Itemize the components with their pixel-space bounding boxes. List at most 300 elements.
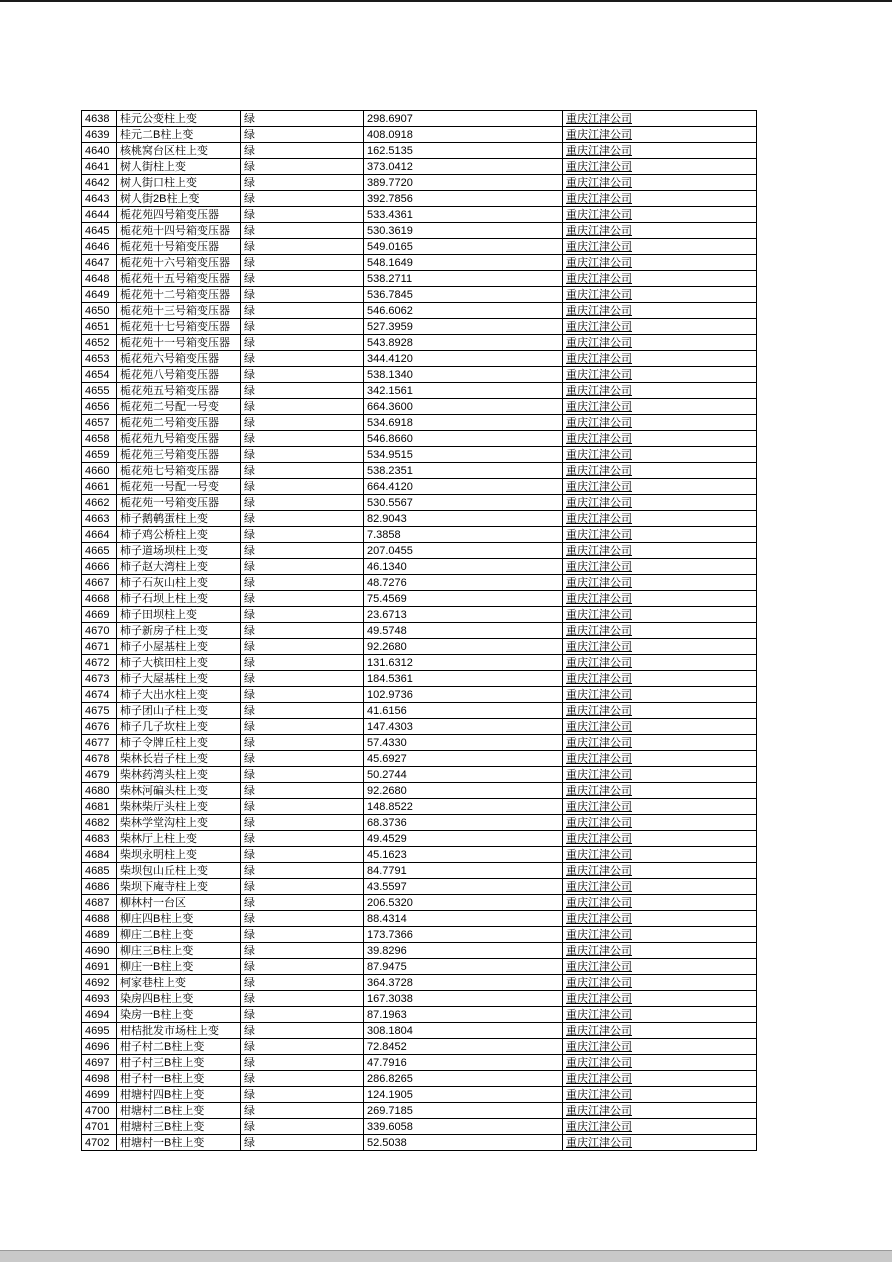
company-link[interactable]: [563, 255, 757, 271]
company-link-text[interactable]: 重庆江津公司: [566, 720, 632, 733]
company-link[interactable]: [563, 175, 757, 191]
table-row: [82, 511, 757, 527]
device-name: 树人街口柱上变: [117, 175, 241, 191]
metric-value: 72.8452: [364, 1039, 563, 1055]
table-row: [82, 543, 757, 559]
table-row: [82, 415, 757, 431]
device-name: 柿子几子坎柱上变: [117, 719, 241, 735]
company-link-text[interactable]: 重庆江津公司: [566, 832, 632, 845]
company-link[interactable]: [563, 1055, 757, 1071]
row-id: 4669: [82, 607, 117, 623]
status-value: 绿: [241, 607, 364, 623]
row-id: 4695: [82, 1023, 117, 1039]
device-name: 柿子石灰山柱上变: [117, 575, 241, 591]
data-table: [81, 110, 757, 1151]
company-link-text[interactable]: 重庆江津公司: [566, 176, 632, 189]
device-name: 柑子村二B柱上变: [117, 1039, 241, 1055]
company-link[interactable]: [563, 815, 757, 831]
company-link-text[interactable]: 重庆江津公司: [566, 960, 632, 973]
company-link-text[interactable]: 重庆江津公司: [566, 448, 632, 461]
device-name: 柿子赵大湾柱上变: [117, 559, 241, 575]
table-row: [82, 335, 757, 351]
company-link-text[interactable]: 重庆江津公司: [566, 224, 632, 237]
row-id: 4638: [82, 111, 117, 127]
row-id: 4672: [82, 655, 117, 671]
company-link-text[interactable]: 重庆江津公司: [566, 1120, 632, 1133]
company-link-text[interactable]: 重庆江津公司: [566, 1040, 632, 1053]
company-link[interactable]: [563, 735, 757, 751]
company-link-text[interactable]: 重庆江津公司: [566, 1104, 632, 1117]
table-row: [82, 703, 757, 719]
company-link-text[interactable]: 重庆江津公司: [566, 1056, 632, 1069]
company-link[interactable]: [563, 383, 757, 399]
metric-value: 88.4314: [364, 911, 563, 927]
table-row: [82, 607, 757, 623]
status-value: 绿: [241, 1055, 364, 1071]
row-id: 4688: [82, 911, 117, 927]
metric-value: 68.3736: [364, 815, 563, 831]
company-link-text[interactable]: 重庆江津公司: [566, 144, 632, 157]
device-name: 栀花苑十三号箱变压器: [117, 303, 241, 319]
table-row: [82, 1071, 757, 1087]
company-link-text[interactable]: 重庆江津公司: [566, 304, 632, 317]
device-name: 核桃窝台区柱上变: [117, 143, 241, 159]
row-id: 4655: [82, 383, 117, 399]
table-row: [82, 303, 757, 319]
metric-value: 23.6713: [364, 607, 563, 623]
status-value: 绿: [241, 687, 364, 703]
company-link-text[interactable]: 重庆江津公司: [566, 784, 632, 797]
status-value: 绿: [241, 655, 364, 671]
row-id: 4687: [82, 895, 117, 911]
company-link-text[interactable]: 重庆江津公司: [566, 896, 632, 909]
company-link-text[interactable]: 重庆江津公司: [566, 544, 632, 557]
row-id: 4658: [82, 431, 117, 447]
metric-value: 373.0412: [364, 159, 563, 175]
company-link-text[interactable]: 重庆江津公司: [566, 928, 632, 941]
table-row: [82, 143, 757, 159]
status-value: 绿: [241, 447, 364, 463]
company-link[interactable]: [563, 1103, 757, 1119]
company-link[interactable]: [563, 863, 757, 879]
table-row: [82, 447, 757, 463]
company-link-text[interactable]: 重庆江津公司: [566, 192, 632, 205]
company-link[interactable]: [563, 1039, 757, 1055]
table-row: [82, 751, 757, 767]
company-link-text[interactable]: 重庆江津公司: [566, 208, 632, 221]
metric-value: 92.2680: [364, 639, 563, 655]
device-name: 柑塘村二B柱上变: [117, 1103, 241, 1119]
row-id: 4656: [82, 399, 117, 415]
company-link-text[interactable]: 重庆江津公司: [566, 1008, 632, 1021]
row-id: 4653: [82, 351, 117, 367]
row-id: 4673: [82, 671, 117, 687]
device-name: 柴林长岩子柱上变: [117, 751, 241, 767]
company-link-text[interactable]: 重庆江津公司: [566, 1024, 632, 1037]
status-value: 绿: [241, 671, 364, 687]
company-link-text[interactable]: 重庆江津公司: [566, 320, 632, 333]
device-name: 树人街2B柱上变: [117, 191, 241, 207]
row-id: 4667: [82, 575, 117, 591]
company-link[interactable]: [563, 975, 757, 991]
company-link[interactable]: [563, 799, 757, 815]
metric-value: 148.8522: [364, 799, 563, 815]
company-link[interactable]: [563, 991, 757, 1007]
status-value: 绿: [241, 287, 364, 303]
company-link[interactable]: [563, 399, 757, 415]
company-link-text[interactable]: 重庆江津公司: [566, 848, 632, 861]
company-link[interactable]: [563, 143, 757, 159]
table-row: [82, 575, 757, 591]
table-row: [82, 255, 757, 271]
company-link-text[interactable]: 重庆江津公司: [566, 768, 632, 781]
metric-value: 173.7366: [364, 927, 563, 943]
row-id: 4691: [82, 959, 117, 975]
device-name: 栀花苑十七号箱变压器: [117, 319, 241, 335]
device-name: 栀花苑十五号箱变压器: [117, 271, 241, 287]
row-id: 4661: [82, 479, 117, 495]
table-row: [82, 479, 757, 495]
company-link[interactable]: [563, 319, 757, 335]
metric-value: 57.4330: [364, 735, 563, 751]
company-link-text[interactable]: 重庆江津公司: [566, 352, 632, 365]
table-row: [82, 831, 757, 847]
metric-value: 533.4361: [364, 207, 563, 223]
device-name: 柿子道场坝柱上变: [117, 543, 241, 559]
company-link-text[interactable]: 重庆江津公司: [566, 944, 632, 957]
status-value: 绿: [241, 575, 364, 591]
company-link[interactable]: [563, 415, 757, 431]
company-link-text[interactable]: 重庆江津公司: [566, 688, 632, 701]
status-value: 绿: [241, 975, 364, 991]
company-link[interactable]: [563, 431, 757, 447]
company-link[interactable]: [563, 495, 757, 511]
status-value: 绿: [241, 239, 364, 255]
company-link-text[interactable]: 重庆江津公司: [566, 608, 632, 621]
device-name: 柴林药湾头柱上变: [117, 767, 241, 783]
device-name: 栀花苑二号配一号变: [117, 399, 241, 415]
company-link[interactable]: [563, 767, 757, 783]
table-row: [82, 367, 757, 383]
company-link-text[interactable]: 重庆江津公司: [566, 1136, 632, 1149]
table-row: [82, 383, 757, 399]
company-link[interactable]: [563, 959, 757, 975]
table-row: [82, 783, 757, 799]
company-link[interactable]: [563, 1023, 757, 1039]
metric-value: 538.2351: [364, 463, 563, 479]
company-link-text[interactable]: 重庆江津公司: [566, 576, 632, 589]
company-link-text[interactable]: 重庆江津公司: [566, 800, 632, 813]
company-link-text[interactable]: 重庆江津公司: [566, 112, 632, 125]
table-row: [82, 463, 757, 479]
row-id: 4643: [82, 191, 117, 207]
company-link-text[interactable]: 重庆江津公司: [566, 752, 632, 765]
metric-value: 167.3038: [364, 991, 563, 1007]
company-link-text[interactable]: 重庆江津公司: [566, 656, 632, 669]
device-name: 栀花苑一号配一号变: [117, 479, 241, 495]
status-value: 绿: [241, 1023, 364, 1039]
company-link[interactable]: [563, 543, 757, 559]
metric-value: 392.7856: [364, 191, 563, 207]
company-link[interactable]: [563, 703, 757, 719]
row-id: 4696: [82, 1039, 117, 1055]
metric-value: 536.7845: [364, 287, 563, 303]
company-link[interactable]: [563, 1135, 757, 1151]
company-link-text[interactable]: 重庆江津公司: [566, 240, 632, 253]
company-link-text[interactable]: 重庆江津公司: [566, 496, 632, 509]
company-link[interactable]: [563, 911, 757, 927]
status-value: 绿: [241, 303, 364, 319]
device-name: 柿子新房子柱上变: [117, 623, 241, 639]
status-value: 绿: [241, 271, 364, 287]
row-id: 4689: [82, 927, 117, 943]
metric-value: 548.1649: [364, 255, 563, 271]
device-name: 栀花苑三号箱变压器: [117, 447, 241, 463]
company-link-text[interactable]: 重庆江津公司: [566, 672, 632, 685]
row-id: 4701: [82, 1119, 117, 1135]
company-link[interactable]: [563, 351, 757, 367]
metric-value: 39.8296: [364, 943, 563, 959]
device-name: 柴坝包山丘柱上变: [117, 863, 241, 879]
company-link[interactable]: [563, 751, 757, 767]
company-link-text[interactable]: 重庆江津公司: [566, 640, 632, 653]
company-link[interactable]: [563, 879, 757, 895]
company-link[interactable]: [563, 607, 757, 623]
table-row: [82, 559, 757, 575]
company-link[interactable]: [563, 623, 757, 639]
company-link-text[interactable]: 重庆江津公司: [566, 880, 632, 893]
row-id: 4680: [82, 783, 117, 799]
status-value: 绿: [241, 927, 364, 943]
device-name: 柑塘村三B柱上变: [117, 1119, 241, 1135]
metric-value: 102.9736: [364, 687, 563, 703]
metric-value: 75.4569: [364, 591, 563, 607]
metric-value: 364.3728: [364, 975, 563, 991]
company-link-text[interactable]: 重庆江津公司: [566, 272, 632, 285]
device-name: 柿子团山子柱上变: [117, 703, 241, 719]
company-link-text[interactable]: 重庆江津公司: [566, 976, 632, 989]
device-name: 栀花苑十二号箱变压器: [117, 287, 241, 303]
company-link-text[interactable]: 重庆江津公司: [566, 336, 632, 349]
company-link-text[interactable]: 重庆江津公司: [566, 464, 632, 477]
device-name: 树人街柱上变: [117, 159, 241, 175]
company-link-text[interactable]: 重庆江津公司: [566, 1088, 632, 1101]
row-id: 4686: [82, 879, 117, 895]
company-link[interactable]: [563, 463, 757, 479]
company-link-text[interactable]: 重庆江津公司: [566, 592, 632, 605]
row-id: 4676: [82, 719, 117, 735]
company-link-text[interactable]: 重庆江津公司: [566, 864, 632, 877]
row-id: 4644: [82, 207, 117, 223]
table-row: [82, 191, 757, 207]
company-link[interactable]: [563, 655, 757, 671]
row-id: 4649: [82, 287, 117, 303]
company-link-text[interactable]: 重庆江津公司: [566, 432, 632, 445]
row-id: 4645: [82, 223, 117, 239]
company-link[interactable]: [563, 335, 757, 351]
status-value: 绿: [241, 991, 364, 1007]
company-link[interactable]: [563, 639, 757, 655]
company-link-text[interactable]: 重庆江津公司: [566, 736, 632, 749]
company-link[interactable]: [563, 271, 757, 287]
table-row: [82, 111, 757, 127]
company-link[interactable]: [563, 687, 757, 703]
company-link[interactable]: [563, 527, 757, 543]
row-id: 4697: [82, 1055, 117, 1071]
company-link[interactable]: [563, 159, 757, 175]
company-link[interactable]: [563, 559, 757, 575]
status-value: 绿: [241, 623, 364, 639]
company-link[interactable]: [563, 511, 757, 527]
metric-value: 46.1340: [364, 559, 563, 575]
company-link[interactable]: [563, 895, 757, 911]
company-link[interactable]: [563, 287, 757, 303]
row-id: 4666: [82, 559, 117, 575]
row-id: 4694: [82, 1007, 117, 1023]
metric-value: 408.0918: [364, 127, 563, 143]
metric-value: 206.5320: [364, 895, 563, 911]
table-row: [82, 975, 757, 991]
company-link-text[interactable]: 重庆江津公司: [566, 384, 632, 397]
company-link[interactable]: [563, 1087, 757, 1103]
status-value: 绿: [241, 335, 364, 351]
metric-value: 339.6058: [364, 1119, 563, 1135]
status-value: 绿: [241, 415, 364, 431]
table-row: [82, 239, 757, 255]
company-link-text[interactable]: 重庆江津公司: [566, 256, 632, 269]
device-name: 柑塘村一B柱上变: [117, 1135, 241, 1151]
status-value: 绿: [241, 255, 364, 271]
table-row: [82, 655, 757, 671]
table-row: [82, 287, 757, 303]
company-link[interactable]: [563, 447, 757, 463]
row-id: 4662: [82, 495, 117, 511]
table-row: [82, 671, 757, 687]
table-row: [82, 623, 757, 639]
company-link-text[interactable]: 重庆江津公司: [566, 288, 632, 301]
company-link-text[interactable]: 重庆江津公司: [566, 400, 632, 413]
table-row: [82, 879, 757, 895]
row-id: 4681: [82, 799, 117, 815]
row-id: 4650: [82, 303, 117, 319]
company-link[interactable]: [563, 127, 757, 143]
company-link[interactable]: [563, 847, 757, 863]
company-link-text[interactable]: 重庆江津公司: [566, 560, 632, 573]
row-id: 4674: [82, 687, 117, 703]
status-value: 绿: [241, 943, 364, 959]
row-id: 4678: [82, 751, 117, 767]
company-link-text[interactable]: 重庆江津公司: [566, 704, 632, 717]
device-name: 柿子令牌丘柱上变: [117, 735, 241, 751]
metric-value: 87.1963: [364, 1007, 563, 1023]
company-link[interactable]: [563, 1119, 757, 1135]
company-link[interactable]: [563, 367, 757, 383]
metric-value: 45.6927: [364, 751, 563, 767]
company-link-text[interactable]: 重庆江津公司: [566, 128, 632, 141]
device-name: 栀花苑十一号箱变压器: [117, 335, 241, 351]
company-link-text[interactable]: 重庆江津公司: [566, 912, 632, 925]
page-bottom-edge: [0, 1250, 892, 1262]
metric-value: 87.9475: [364, 959, 563, 975]
status-value: 绿: [241, 1039, 364, 1055]
company-link-text[interactable]: 重庆江津公司: [566, 160, 632, 173]
table-row: [82, 175, 757, 191]
table-body: [82, 111, 757, 1151]
company-link[interactable]: [563, 943, 757, 959]
table-container: [81, 110, 757, 1151]
company-link-text[interactable]: 重庆江津公司: [566, 624, 632, 637]
device-name: 柯家巷柱上变: [117, 975, 241, 991]
row-id: 4664: [82, 527, 117, 543]
table-row: [82, 895, 757, 911]
company-link[interactable]: [563, 719, 757, 735]
company-link-text[interactable]: 重庆江津公司: [566, 816, 632, 829]
device-name: 染房一B柱上变: [117, 1007, 241, 1023]
row-id: 4698: [82, 1071, 117, 1087]
metric-value: 124.1905: [364, 1087, 563, 1103]
company-link[interactable]: [563, 831, 757, 847]
company-link-text[interactable]: 重庆江津公司: [566, 512, 632, 525]
table-row: [82, 127, 757, 143]
company-link[interactable]: [563, 1007, 757, 1023]
company-link[interactable]: [563, 303, 757, 319]
company-link[interactable]: [563, 207, 757, 223]
company-link[interactable]: [563, 671, 757, 687]
status-value: 绿: [241, 175, 364, 191]
row-id: 4677: [82, 735, 117, 751]
status-value: 绿: [241, 639, 364, 655]
company-link[interactable]: [563, 783, 757, 799]
company-link-text[interactable]: 重庆江津公司: [566, 368, 632, 381]
company-link-text[interactable]: 重庆江津公司: [566, 992, 632, 1005]
status-value: 绿: [241, 1007, 364, 1023]
company-link-text[interactable]: 重庆江津公司: [566, 1072, 632, 1085]
metric-value: 92.2680: [364, 783, 563, 799]
company-link[interactable]: [563, 1071, 757, 1087]
company-link[interactable]: [563, 927, 757, 943]
company-link[interactable]: [563, 479, 757, 495]
company-link-text[interactable]: 重庆江津公司: [566, 528, 632, 541]
company-link-text[interactable]: 重庆江津公司: [566, 416, 632, 429]
company-link-text[interactable]: 重庆江津公司: [566, 480, 632, 493]
metric-value: 84.7791: [364, 863, 563, 879]
company-link[interactable]: [563, 591, 757, 607]
device-name: 栀花苑六号箱变压器: [117, 351, 241, 367]
table-row: [82, 767, 757, 783]
row-id: 4640: [82, 143, 117, 159]
status-value: 绿: [241, 879, 364, 895]
row-id: 4663: [82, 511, 117, 527]
row-id: 4675: [82, 703, 117, 719]
row-id: 4651: [82, 319, 117, 335]
device-name: 柳林村一台区: [117, 895, 241, 911]
company-link[interactable]: [563, 575, 757, 591]
device-name: 柳庄二B柱上变: [117, 927, 241, 943]
table-row: [82, 991, 757, 1007]
status-value: 绿: [241, 719, 364, 735]
row-id: 4679: [82, 767, 117, 783]
company-link[interactable]: [563, 191, 757, 207]
company-link[interactable]: [563, 111, 757, 127]
table-row: [82, 1039, 757, 1055]
device-name: 柳庄一B柱上变: [117, 959, 241, 975]
company-link[interactable]: [563, 239, 757, 255]
table-row: [82, 223, 757, 239]
table-row: [82, 351, 757, 367]
table-row: [82, 319, 757, 335]
company-link[interactable]: [563, 223, 757, 239]
table-row: [82, 159, 757, 175]
